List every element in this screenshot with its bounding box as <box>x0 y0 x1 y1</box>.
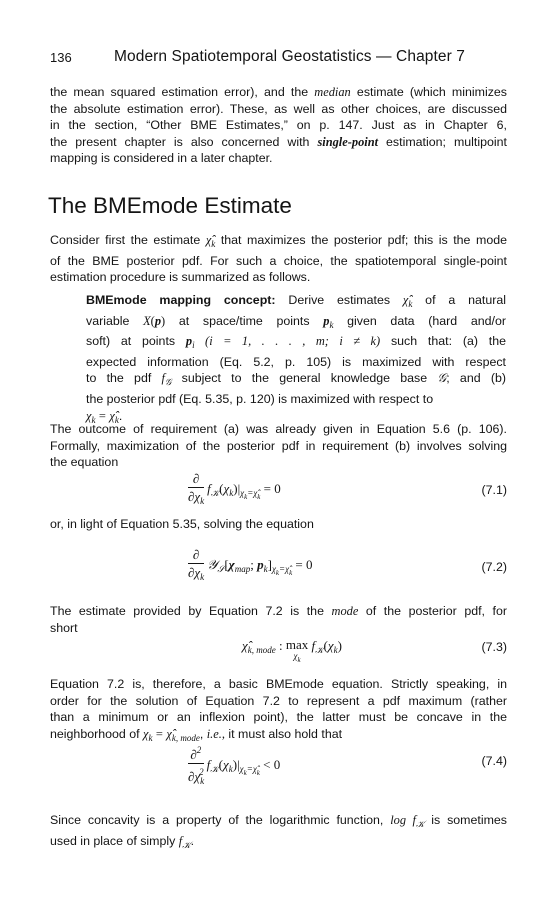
intro-estimate-paragraph: Consider first the estimate $\chî_k$ that maximizes the posterior pdf; this is the mode of the BME posterior pdf. For such a choice, the spatiotemporal single-point estimation procedure is summarized as follows. <box>50 233 508 285</box>
equation-transition-text: or, in light of Equation 5.35, solving the equation <box>50 517 314 531</box>
running-head: Modern Spatiotemporal Geostatistics — Chapter 7 <box>114 48 466 65</box>
equation-7-4: $\frac{\partial^2}{\partial\chi_k^2}$ $f_𝒦(\chi_k)|_{\chi_k=\chî_k} < 0$ <box>188 745 281 786</box>
log-function-paragraph: Since concavity is a property of the logarithmic function, $\log f_𝒦$ is sometimes used in place of simply $f_𝒦$. <box>50 813 507 850</box>
equation-number: (7.2) <box>481 560 507 574</box>
mode-paragraph: The estimate provided by Equation 7.2 is the mode of the posterior pdf, for short <box>50 604 507 635</box>
equation-7-2: $\frac{\partial}{\partial\chi_k}$ $𝒴_𝒮[\chi_{map}$; $p_k]_{\chi_k=\chî_k} = 0$ <box>188 547 313 582</box>
page-number: 136 <box>50 50 72 65</box>
concept-term: BMEmode mapping concept: <box>86 293 276 307</box>
concavity-paragraph: Equation 7.2 is, therefore, a basic BMEmode equation. Strictly speaking, in order for the solution of Equation 7.2 to represent a pdf maximum (rather than a minimum or an inflexion point), the latter must be concave in the neighborhood of $\chi_k$ = $\chî_{k, mode}$, i.e., it must also hold that <box>50 677 507 743</box>
equation-number: (7.1) <box>481 483 507 497</box>
equation-number: (7.3) <box>481 640 507 654</box>
page-header <box>50 50 507 72</box>
requirement-paragraph: The outcome of requirement (a) was already given in Equation 5.6 (p. 106). Formally, maximization of the posterior pdf in requirement (b) involves solving the equation <box>50 422 507 470</box>
bmemode-concept-box: BMEmode mapping concept: Derive estimates $\chî_k$ of a natural variable X(p) at space/time points $p_k$ given data (hard and/or soft) at points $p_i$ (i = 1, . . . , m; i ≠ k) such that: (a) the expected information (Eq. 5.2, p. 105) is maximized with respect to the pdf $f_𝒢$ subject to the general knowledge base 𝒢; and (b) the posterior pdf (Eq. 5.35, p. 120) is maximized with respect to $\chi_k$ = $\chî_k$. <box>86 293 506 425</box>
equation-7-3: $\chî_{k, mode}$ : max $\chi_k$ $f_𝒦(\chi_k)$ <box>242 637 342 664</box>
intro-paragraph: the mean squared estimation error), and the median estimate (which minimizes the absolute estimation error). These, as well as other choices, are discussed in the section, “Other BME Estimates,” on p. 147. Just as in Chapter 6, the present chapter is also concerned with single-point estimation; multipoint mapping is considered in a later chapter. <box>50 85 507 166</box>
equation-7-1: $\frac{\partial}{\partial\chi_k}$ $f_𝒦(\chi_k)|_{\chi_k=\chî_k} = 0$ <box>188 471 281 506</box>
equation-number: (7.4) <box>481 754 507 768</box>
section-title: The BMEmode Estimate <box>48 193 292 218</box>
